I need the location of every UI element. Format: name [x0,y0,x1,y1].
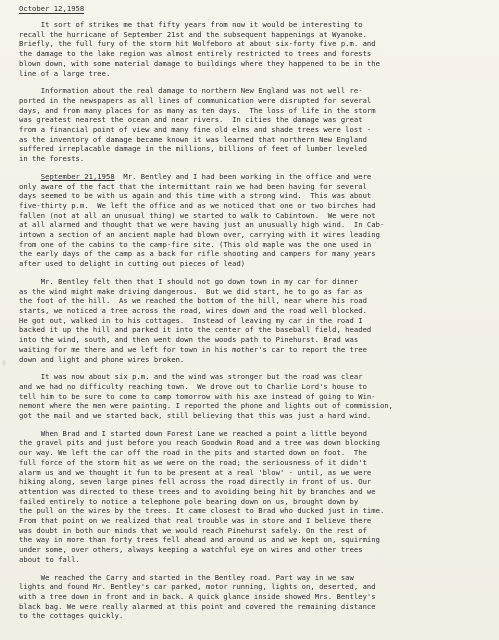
line-3-8: from one of the cabins to the camp-fire site. (This old maple was the one used in [19,239,372,249]
line-6-6: hiking along, seven large pines fell across the road directly in front of us. Our [19,477,372,487]
line-6-3: our way. We left the car off the road in the pits and started down on foot. The [19,448,367,458]
line-4-1: Mr. Bentley felt then that I should not go down town in my car for dinner [19,276,359,286]
line-1-4: the damage to the lake region was almost entirely restricted to trees and forests [19,49,372,59]
line-4-6: backed it up the hill and parked it into the center of the baseball field, headed [19,325,372,335]
line-5-2: and we had no difficulty reaching town. We drove out to Charlie Lord's house to [19,381,367,391]
paragraph-3 [19,172,485,269]
line-3-2: only aware of the fact that the intermittant rain we had been having for several [19,181,367,191]
line-6-11: was doubt in both our minds that we would reach Pinehurst safely. On the rest of [19,525,367,535]
line-6-12: the way in more than forty trees fell ahead and around us and we kept on, squirming [19,535,380,545]
line-6-13: under some, over others, always keeping a watchful eye on wires and other trees [19,545,363,555]
line-3-4: five-thirty p.m. We left the office and as we noticed that one or two birches had [19,200,376,210]
line-3-10: after used to delight in cutting out pieces of lead) [19,259,246,269]
line-2-7: suffered irreplacable damage in the millions, billions of feet of lumber leveled [19,144,367,154]
line-4-3: the foot of the hill. As we reached the bottom of the hill, near where his road [19,296,367,306]
line-4-4: starts, we noticed a tree across the road, wires down and the road well blocked. [19,305,367,315]
line-5-4: nemont where the men were painting. I reported the phone and lights out of commission, [19,401,394,411]
line-7-4: black bag. We were really alarmed at this point and covered the remaining distance [19,601,376,611]
line-1-6: line of a large tree. [19,68,111,78]
dated-lead: September 21,1958 [40,171,115,181]
line-7-2: lights and found Mr. Bentley's car parked, motor running, lights on, deserted, and [19,582,376,592]
line-6-10: From that point on we realized that real trouble was in store and I believe there [19,516,372,526]
line-3-9: the early days of the camp as a back for rifle shooting and campers for many years [19,249,376,259]
line-6-9: the pull on the wires by the trees. It came closest to Brad who ducked just in time. [19,506,385,516]
line-5-5: got the mail and we started back, still believing that this was just a hard wind. [19,411,372,421]
line-6-7: attention was directed to these trees and to avoiding being hit by branches and we [19,486,376,496]
line-2-6: as the inventory of damage became known it was learned that northern New England [19,134,367,144]
paragraph-4 [19,277,485,364]
line-4-9: down and light and phone wires broken. [19,354,185,364]
paragraph-indent [19,172,41,181]
line-2-4: was greatest nearest the ocean and near rivers. In cities the damage was great [19,115,363,125]
line-3-6: at all alarmed and thought that we were having just an unusually high wind. In Cab- [19,220,385,230]
line-1-5: blown down, with some material damage to buildings where they happened to be in the [19,58,380,68]
paper-edge-mark [2,360,6,366]
line-3-5: fallen (not at all an unusual thing) we started to walk to Cabintown. We were not [19,210,376,220]
line-2-1: Information about the real damage to northern New England was not well re- [19,86,363,96]
date-heading: October 12,1958 [19,4,85,13]
line-6-4: full force of the storm hit as we were on the road; the seriousness of it didn't [19,457,367,467]
line-2-3: days, and from many places for as many as ten days. The loss of life in the storm [19,105,376,115]
line-1-3: Briefly, the full fury of the storm hit Wolfeboro at about six-forty five p.m. and [19,39,376,49]
line-6-8: failed entirely to notice a telephone pole bearing down on us, brought down by [19,496,359,506]
line-5-1: It was now about six p.m. and the wind was stronger but the road was clear [19,372,363,382]
line-7-3: with a tree down in front and in back. A quick glance inside showed Mrs. Bentley's [19,591,376,601]
line-3-7: intown a section of an ancient maple had blown over, carrying with it wires leading [19,230,380,240]
line-1-2: recall the hurricane of September 21st and the subsequent happenings at Wyanoke. [19,29,367,39]
paragraph-1 [19,20,485,78]
line-2-8: in the forests. [19,154,85,164]
line-6-14: about to fall. [19,554,80,564]
line-6-1: When Brad and I started down Forest Lane we reached a point a little beyond [19,428,367,438]
line-4-8: waiting for me there and we left for town in his mother's car to report the tree [19,344,367,354]
line-4-7: into the wind, south, and then went down the woods path to Pinehurst. Brad was [19,335,359,345]
paragraph-6 [19,429,485,565]
line-4-5: He got out, walked in to his cottages. Instead of leaving my car in the road I [19,315,363,325]
line-1-1: It sort of strikes me that fifty years from now it would be interesting to [19,20,363,29]
line-6-5: alarm us and we thought it fun to be present at a real 'blow' - until, as we were [19,467,372,477]
paragraph-2 [19,86,485,164]
paragraph-5 [19,372,485,421]
line-5-3: tell him to be sure to come to camp tomorrow with his axe instead of going to Win- [19,391,376,401]
line-3-3: days seemed to be with us again and this time with a strong wind. This was about [19,191,372,201]
line-3-1: Mr. Bentley and I had been working in the office and were [114,171,372,181]
line-4-2: as the wind might make driving dangerous. But we did start, he to go as far as [19,286,363,296]
line-2-2: ported in the newspapers as all lines of communication were disrupted for several [19,95,372,105]
line-6-2: the gravel pits and just before you reach Goodwin Road and a tree was down blocking [19,438,380,448]
line-2-5: from a financial point of view and many fine old elms and shade trees were lost - [19,125,372,135]
line-7-5: to the cottages quickly. [19,611,124,621]
paragraph-7 [19,573,485,622]
line-7-1: We reached the Carry and started in the Bentley road. Part way in we saw [19,572,354,582]
